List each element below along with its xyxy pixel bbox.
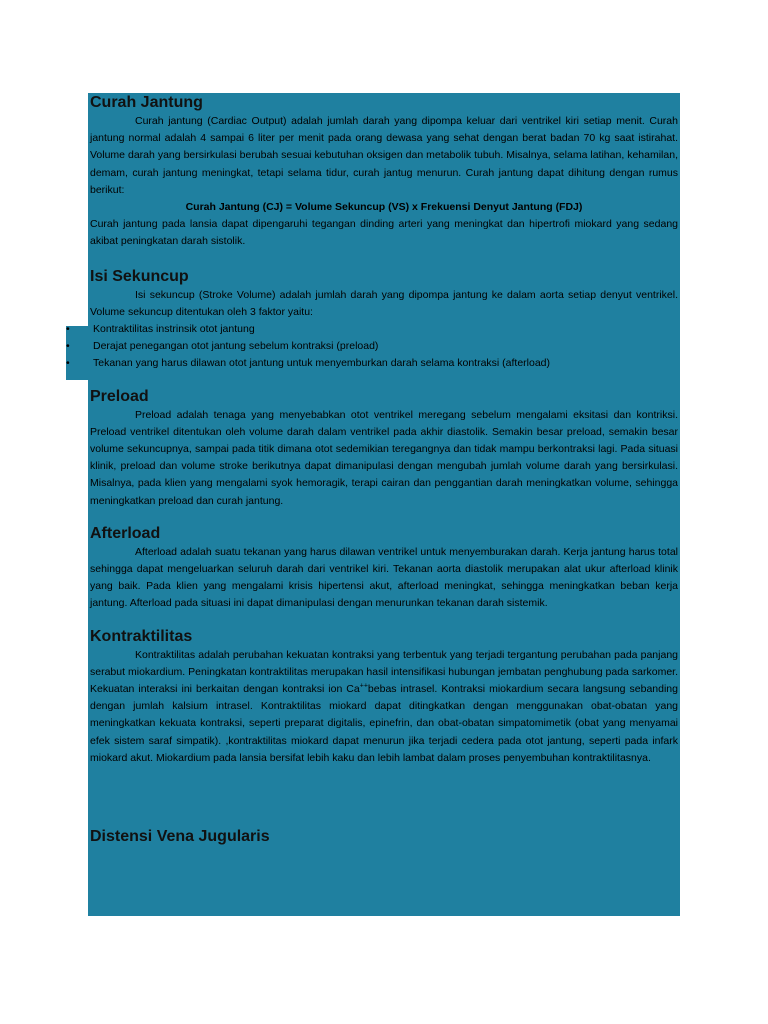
section-distensi-vena-jugularis — [90, 827, 678, 847]
paragraph-afterload: Afterload adalah suatu tekanan yang harus dilawan ventrikel untuk menyemburakan darah. Kerja jantung harus total sehingga dapat mengeluarkan seluruh darah dari ventrikel kiri. Tekanan aorta diastolik merupakan alat ukur afterload klinik yang baik. Pada klien yang mengalami krisis hipertensi akut, afterload meningkat, sehingga meningkatkan beban kerja jantung. Afterload pada situasi ini dapat dimanipulasi dengan menurunkan tekanan darah sistemik. — [90, 545, 678, 610]
heading-preload: Preload — [90, 387, 149, 405]
paragraph-curah-jantung-intro: Curah jantung (Cardiac Output) adalah jumlah darah yang dipompa keluar dari ventrikel kiri setiap menit. Curah jantung normal adalah 4 sampai 6 liter per menit pada orang dewasa yang sehat dengan berat badan 70 kg saat istirahat. Volume darah yang bersirkulasi berubah sesuai kebutuhan oksigen dan metabolik tubuh. Misalnya, selama latihan, kehamilan, demam, curah jantung meningkat, tetapi selama tidur, curah jantug menurun. Curah jantung dapat dihitung dengan rumus berikut: — [90, 115, 678, 196]
paragraph-kontraktilitas — [90, 647, 678, 767]
paragraph-isi-sekuncup: Isi sekuncup (Stroke Volume) adalah jumlah darah yang dipompa jantung ke dalam aorta setiap denyut ventrikel. Volume sekuncup ditentukan oleh 3 faktor yaitu: — [90, 288, 678, 318]
list-item — [66, 338, 678, 355]
section-afterload — [90, 524, 678, 613]
factor-text: Derajat penegangan otot jantung sebelum kontraksi (preload) — [93, 340, 379, 353]
factor-list — [66, 321, 678, 373]
heading-kontraktilitas: Kontraktilitas — [90, 627, 193, 645]
paragraph-curah-jantung-lansia: Curah jantung pada lansia dapat dipengaruhi tegangan dinding arteri yang meningkat dan hipertrofi miokard yang sedang akibat peningkatan darah sistolik. — [90, 218, 678, 248]
kontraktilitas-text-before: Kontraktilitas adalah perubahan kekuatan kontraksi yang terbentuk yang terjadi tergantung perubahan pada panjang serabut miokardium. Peningkatan kontraktilitas merupakan hasil intensifikasi hubungan jembatan penghubung pada sarkomer. Kekuatan interaksi ini berkaitan dengan kontraksi ion Ca — [90, 648, 678, 696]
ion-charge-superscript: ++ — [359, 682, 368, 690]
factor-text: Tekanan yang harus dilawan otot jantung untuk menyemburkan darah selama kontraksi (afterload) — [93, 357, 551, 370]
heading-isi-sekuncup: Isi Sekuncup — [90, 267, 189, 285]
list-item — [66, 321, 678, 338]
document-content — [66, 93, 678, 847]
paragraph-preload: Preload adalah tenaga yang menyebabkan otot ventrikel meregang sebelum mengalami eksitasi dan kontriksi. Preload ventrikel ditentukan oleh volume darah dalam ventrikel pada akhir diastolik. Semakin besar preload, semakin besar volume sekuncupnya, sampai pada titik dimana otot sedemikian teregangnya dan tidak mampu berkontraksi lagi. Pada situasi klinik, preload dan volume stroke berikutnya dapat dimanipulasi dengan mengubah jumlah volume darah yang bersirkulasi. Misalnya, pada klien yang mengalami syok hemoragik, terapi cairan dan penggantian darah meningkatkan volume, sehingga meningkatkan preload dan curah jantung. — [90, 408, 678, 507]
factor-text: Kontraktilitas instrinsik otot jantung — [93, 323, 255, 336]
list-item — [66, 355, 678, 372]
section-curah-jantung — [90, 93, 678, 251]
bullet-icon: • — [66, 357, 70, 370]
bullet-icon: • — [66, 323, 70, 336]
heading-afterload: Afterload — [90, 524, 161, 542]
section-preload — [90, 387, 678, 510]
kontraktilitas-text-after: bebas intrasel. Kontraksi miokardium secara langsung sebanding dengan jumlah kalsium intrasel. Kontraktilitas miokard dapat ditingkatkan dengan menggunakan obat-obatan yang meningkatkan kekuata kontraksi, seperti preparat digitalis, epinefrin, dan obat-obatan simpatomimetik (obat yang menyamai efek sistem saraf simpatik). ,kontraktilitas miokard dapat menurun jika terjadi cedera pada otot jantung, seperti pada infark miokard akut. Miokardium pada lansia bersifat lebih kaku dan lebih lambat dalam proses penyembuhan kontraktilitasnya. — [90, 683, 678, 764]
bullet-icon: • — [66, 340, 70, 353]
heading-distensi-vena-jugularis: Distensi Vena Jugularis — [90, 828, 270, 846]
section-kontraktilitas — [90, 627, 678, 767]
section-isi-sekuncup — [66, 267, 678, 373]
formula-curah-jantung: Curah Jantung (CJ) = Volume Sekuncup (VS) x Frekuensi Denyut Jantung (FDJ) — [185, 201, 583, 214]
heading-curah-jantung: Curah Jantung — [90, 94, 203, 111]
